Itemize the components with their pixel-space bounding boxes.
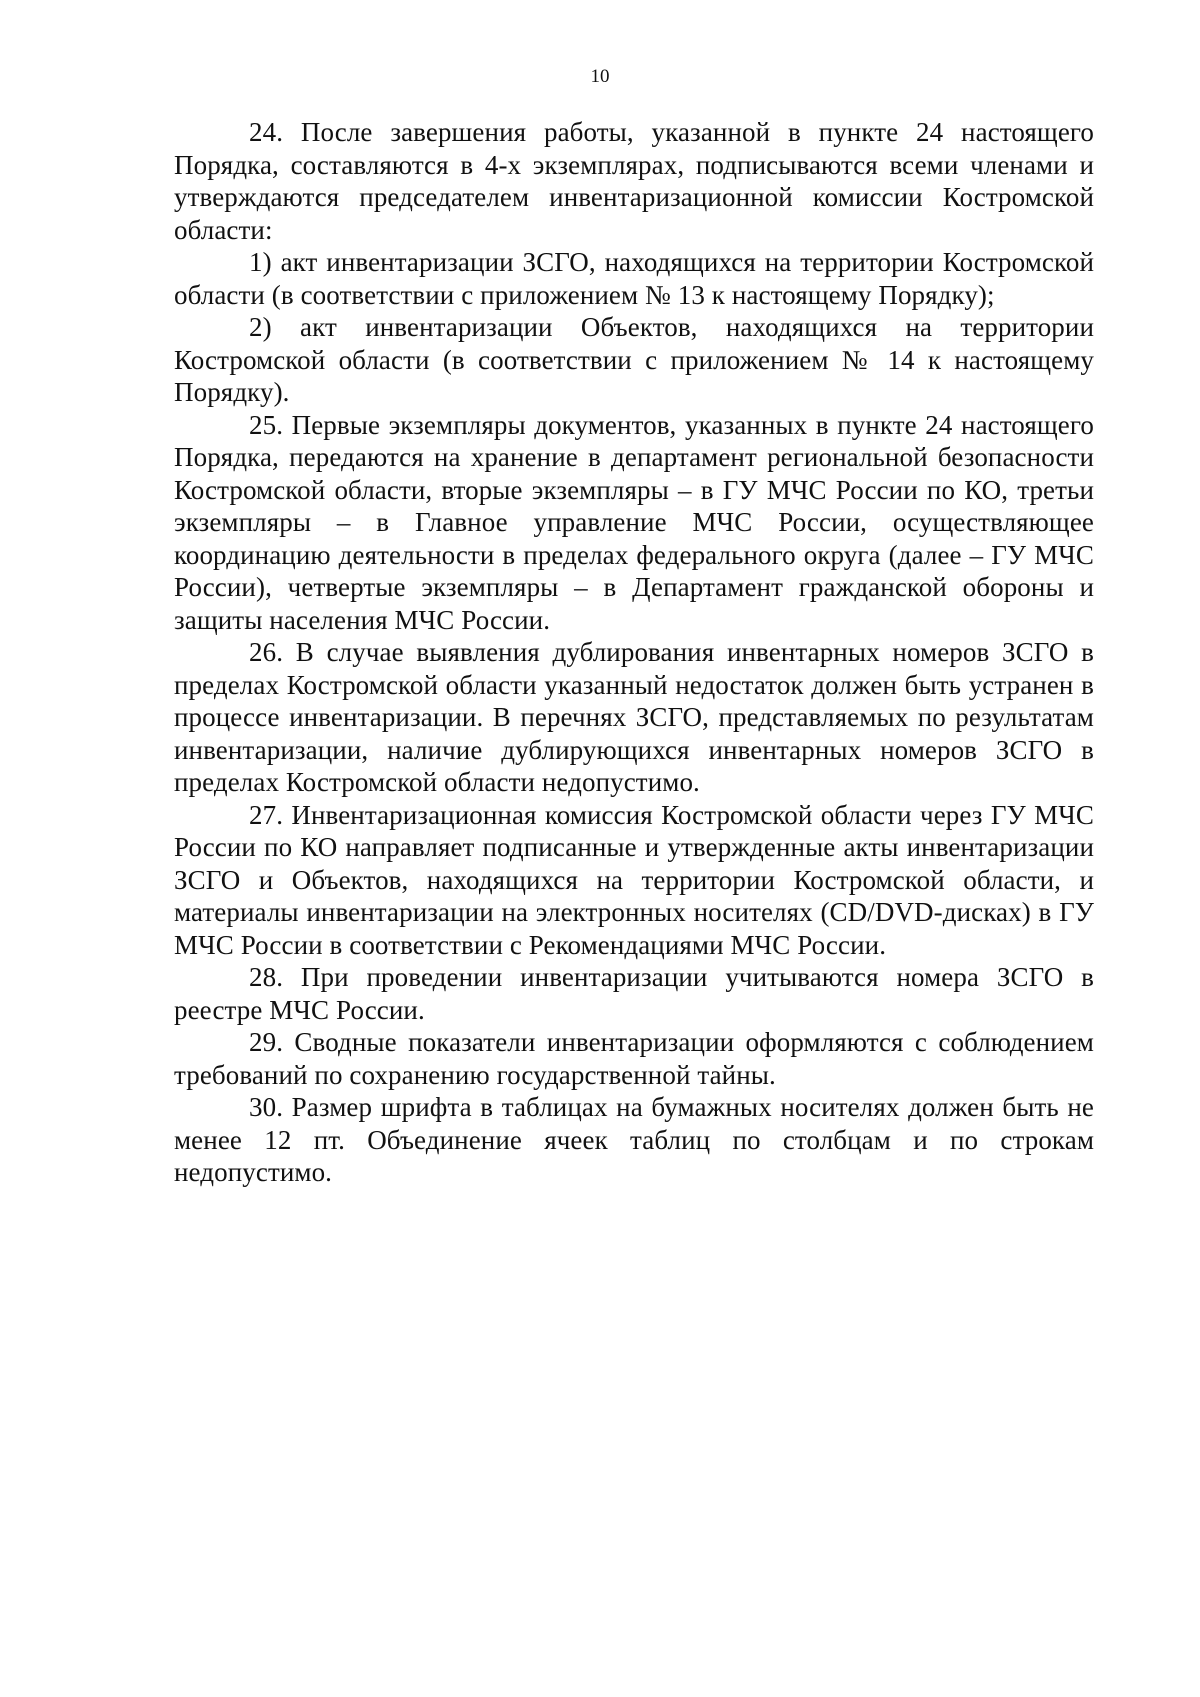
paragraph-item-25: 25. Первые экземпляры документов, указанных в пункте 24 настоящего Порядка, передаются на хранение в департамент региональной безопасности Костромской области, вторые экземпляры – в ГУ МЧС России по КО, третьи экземпляры – в Главное управление МЧС России, осуществляющее координацию деятельности в пределах федерального округа (далее – ГУ МЧС России), четвертые экземпляры – в Департамент гражданской обороны и защиты населения МЧС России. [174,409,1094,635]
paragraph-item-29: 29. Сводные показатели инвентаризации оформляются с соблюдением требований по сохранению государственной тайны. [174,1027,1094,1090]
paragraph-subitem-1: 1) акт инвентаризации ЗСГО, находящихся на территории Костромской области (в соответствии с приложением № 13 к настоящему Порядку); [174,247,1094,310]
paragraph-item-26: 26. В случае выявления дублирования инвентарных номеров ЗСГО в пределах Костромской области указанный недостаток должен быть устранен в процессе инвентаризации. В перечнях ЗСГО, представляемых по результатам инвентаризации, наличие дублирующихся инвентарных номеров ЗСГО в пределах Костромской области недопустимо. [174,637,1094,797]
paragraph-item-30: 30. Размер шрифта в таблицах на бумажных носителях должен быть не менее 12 пт. Объединение ячеек таблиц по столбцам и по строкам недопустимо. [174,1092,1094,1187]
page-number: 10 [590,66,610,87]
paragraph-item-27: 27. Инвентаризационная комиссия Костромской области через ГУ МЧС России по КО направляет подписанные и утвержденные акты инвентаризации ЗСГО и Объектов, находящихся на территории Костромской области, и материалы инвентаризации на электронных носителях (CD/DVD-дисках) в ГУ МЧС России в соответствии с Рекомендациями МЧС России. [174,799,1094,960]
document-body [174,116,1094,1189]
paragraph-item-28: 28. При проведении инвентаризации учитываются номера ЗСГО в реестре МЧС России. [174,962,1094,1025]
paragraph-subitem-2: 2) акт инвентаризации Объектов, находящихся на территории Костромской области (в соответствии с приложением № 14 к настоящему Порядку). [174,312,1094,407]
paragraph-item-24: 24. После завершения работы, указанной в пункте 24 настоящего Порядка, составляются в 4-х экземплярах, подписываются всеми членами и утверждаются председателем инвентаризационной комиссии Костромской области: [174,117,1094,245]
